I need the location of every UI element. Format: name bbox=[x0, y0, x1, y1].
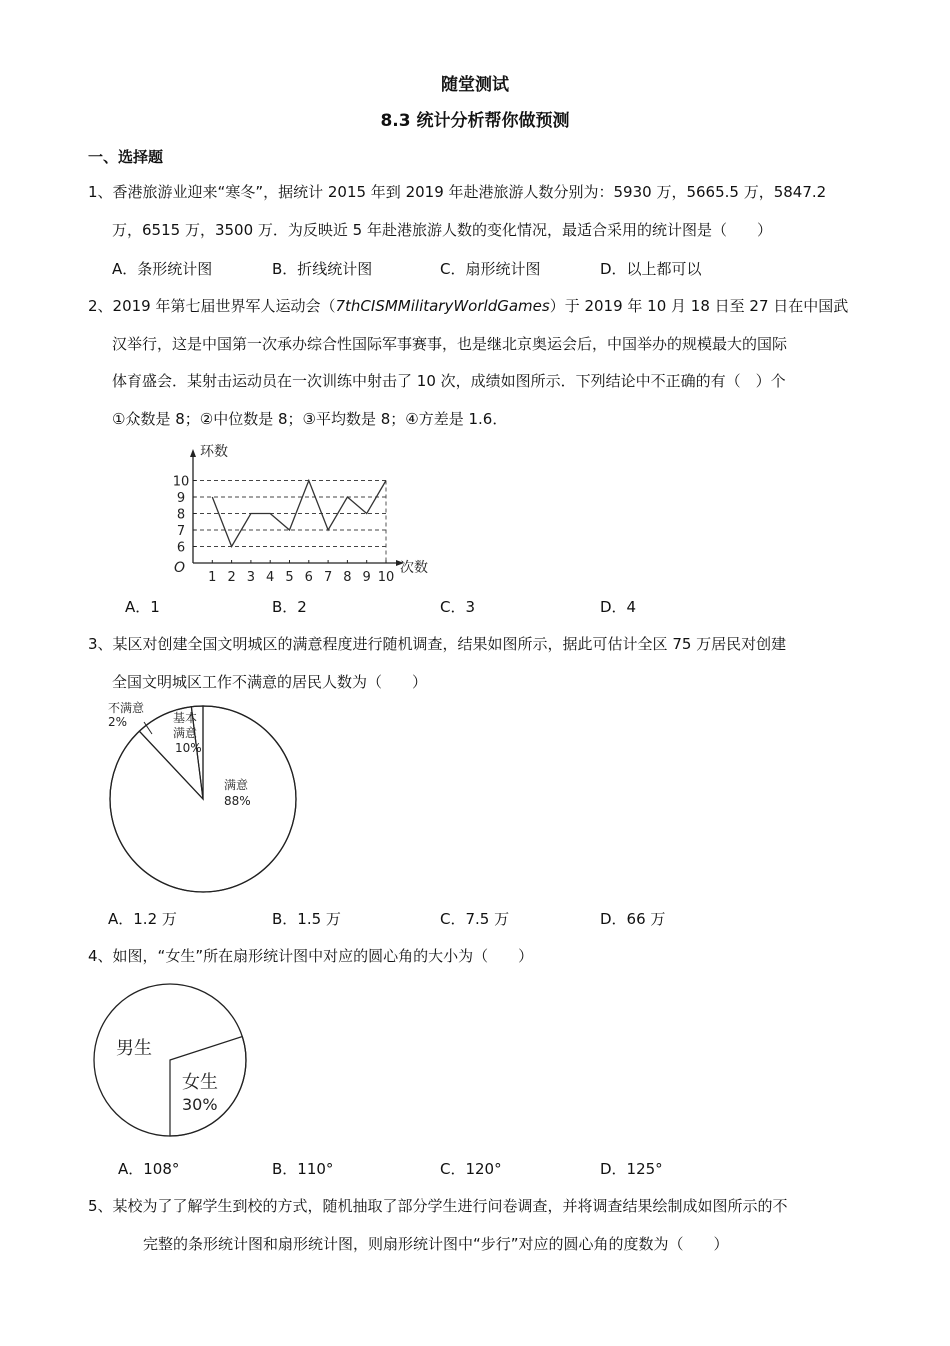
page-subtitle: 8.3 统计分析帮你做预测 bbox=[380, 111, 570, 131]
pie2-slices bbox=[94, 984, 246, 1136]
pie1-slices bbox=[110, 706, 296, 892]
slice-satisfied-label: 满意 bbox=[224, 778, 249, 792]
y-axis-arrow bbox=[190, 449, 196, 457]
y-tick-label: 8 bbox=[176, 507, 186, 523]
chart-tick-labels bbox=[173, 475, 395, 582]
y-axis-label: 环数 bbox=[200, 444, 228, 460]
q2-line4: ①众数是 8；②中位数是 8；③平均数是 8；④方差是 1.6． bbox=[112, 410, 508, 428]
q4-option-c[interactable]: C．120° bbox=[440, 1160, 502, 1178]
q1-option-c[interactable]: C．扇形统计图 bbox=[440, 260, 541, 278]
q3-option-a[interactable]: A．1.2 万 bbox=[108, 910, 177, 928]
x-tick-label: 9 bbox=[362, 570, 371, 581]
q5-line1: 5、某校为了了解学生到校的方式，随机抽取了部分学生进行问卷调查，并将调查结果绘制成如图所示的不 bbox=[88, 1197, 788, 1215]
slice-basic-label-line1: 基本 bbox=[173, 711, 198, 725]
q2-line1 bbox=[88, 296, 848, 316]
q2-line2: 汉举行，这是中国第一次承办综合性国际军事赛事，也是继北京奥运会后，中国举办的规模最大的国际 bbox=[112, 335, 788, 353]
slice-unsatisfied-label: 不满意 bbox=[108, 701, 145, 715]
x-tick-label: 4 bbox=[266, 570, 275, 581]
x-tick-label: 6 bbox=[304, 570, 313, 581]
q1-option-d[interactable]: D．以上都可以 bbox=[600, 260, 702, 278]
chart-axes bbox=[190, 449, 404, 566]
slice-satisfied-pct: 88% bbox=[224, 794, 251, 808]
y-tick-label: 7 bbox=[176, 524, 186, 539]
q3-option-d[interactable]: D．66 万 bbox=[600, 910, 666, 928]
q4-line1: 4、如图，“女生”所在扇形统计图中对应的圆心角的大小为（ ） bbox=[88, 947, 534, 965]
gender-pie-chart bbox=[88, 978, 258, 1148]
q2-option-c[interactable]: C．3 bbox=[440, 598, 476, 616]
q3-option-c[interactable]: C．7.5 万 bbox=[440, 910, 510, 928]
y-tick-label: 6 bbox=[176, 540, 186, 556]
x-tick-label: 7 bbox=[323, 570, 333, 581]
q2-line1-part-c: ）于 2019 年 10 月 18 日至 27 日在中国武 bbox=[549, 297, 849, 315]
q4-option-a[interactable]: A．108° bbox=[118, 1160, 180, 1178]
q3-line1: 3、某区对创建全国文明城区的满意程度进行随机调查，结果如图所示，据此可估计全区 75 万居民对创建 bbox=[88, 635, 787, 653]
page-title: 随堂测试 bbox=[441, 75, 509, 95]
origin-label: O bbox=[174, 560, 186, 576]
slice-girls-pct: 30% bbox=[182, 1095, 218, 1114]
x-tick-label: 2 bbox=[227, 570, 236, 581]
slice-boys-label: 男生 bbox=[116, 1038, 152, 1059]
q2-line3: 体育盛会．某射击运动员在一次训练中射击了 10 次，成绩如图所示．下列结论中不正确的有（ ）个 bbox=[112, 372, 786, 390]
x-tick-label: 8 bbox=[343, 570, 352, 581]
x-tick-label: 3 bbox=[246, 570, 256, 581]
slice-girls-label: 女生 bbox=[182, 1072, 218, 1093]
q1-line2: 万，6515 万，3500 万．为反映近 5 年赴港旅游人数的变化情况，最适合采用的统计图是（ ） bbox=[112, 221, 772, 239]
q1-option-b[interactable]: B．折线统计图 bbox=[272, 260, 373, 278]
q1-line1: 1、香港旅游业迎来“寒冬”，据统计 2015 年到 2019 年赴港旅游人数分别为：5930 万，5665.5 万，5847.2 bbox=[88, 183, 827, 201]
q1-option-a[interactable]: A．条形统计图 bbox=[112, 260, 213, 278]
q2-line1-games-name: 7thCISMMilitaryWorldGames bbox=[335, 297, 550, 315]
x-tick-label: 1 bbox=[208, 570, 217, 581]
shooting-line-chart bbox=[160, 436, 450, 581]
section-heading: 一、选择题 bbox=[88, 148, 164, 166]
q5-line2: 完整的条形统计图和扇形统计图，则扇形统计图中“步行”对应的圆心角的度数为（ ） bbox=[143, 1235, 729, 1253]
q2-line1-part-a: 2、2019 年第七届世界军人运动会（ bbox=[88, 297, 336, 315]
x-axis-label: 次数 bbox=[400, 560, 428, 576]
x-tick-label: 5 bbox=[285, 570, 294, 581]
x-tick-label: 10 bbox=[377, 570, 395, 581]
y-tick-label: 10 bbox=[172, 474, 190, 490]
y-tick-label: 9 bbox=[176, 491, 186, 506]
slice-unsatisfied-pct: 2% bbox=[108, 715, 128, 729]
q2-option-d[interactable]: D．4 bbox=[600, 598, 637, 616]
q2-option-b[interactable]: B．2 bbox=[272, 598, 307, 616]
q4-option-d[interactable]: D．125° bbox=[600, 1160, 663, 1178]
q3-line2: 全国文明城区工作不满意的居民人数为（ ） bbox=[112, 673, 428, 691]
slice-basic-pct: 10% bbox=[175, 741, 202, 755]
q2-option-a[interactable]: A．1 bbox=[125, 598, 160, 616]
slice-basic-label-line2: 满意 bbox=[173, 726, 198, 740]
q3-option-b[interactable]: B．1.5 万 bbox=[272, 910, 341, 928]
q4-option-b[interactable]: B．110° bbox=[272, 1160, 334, 1178]
satisfaction-pie-chart bbox=[100, 696, 310, 896]
